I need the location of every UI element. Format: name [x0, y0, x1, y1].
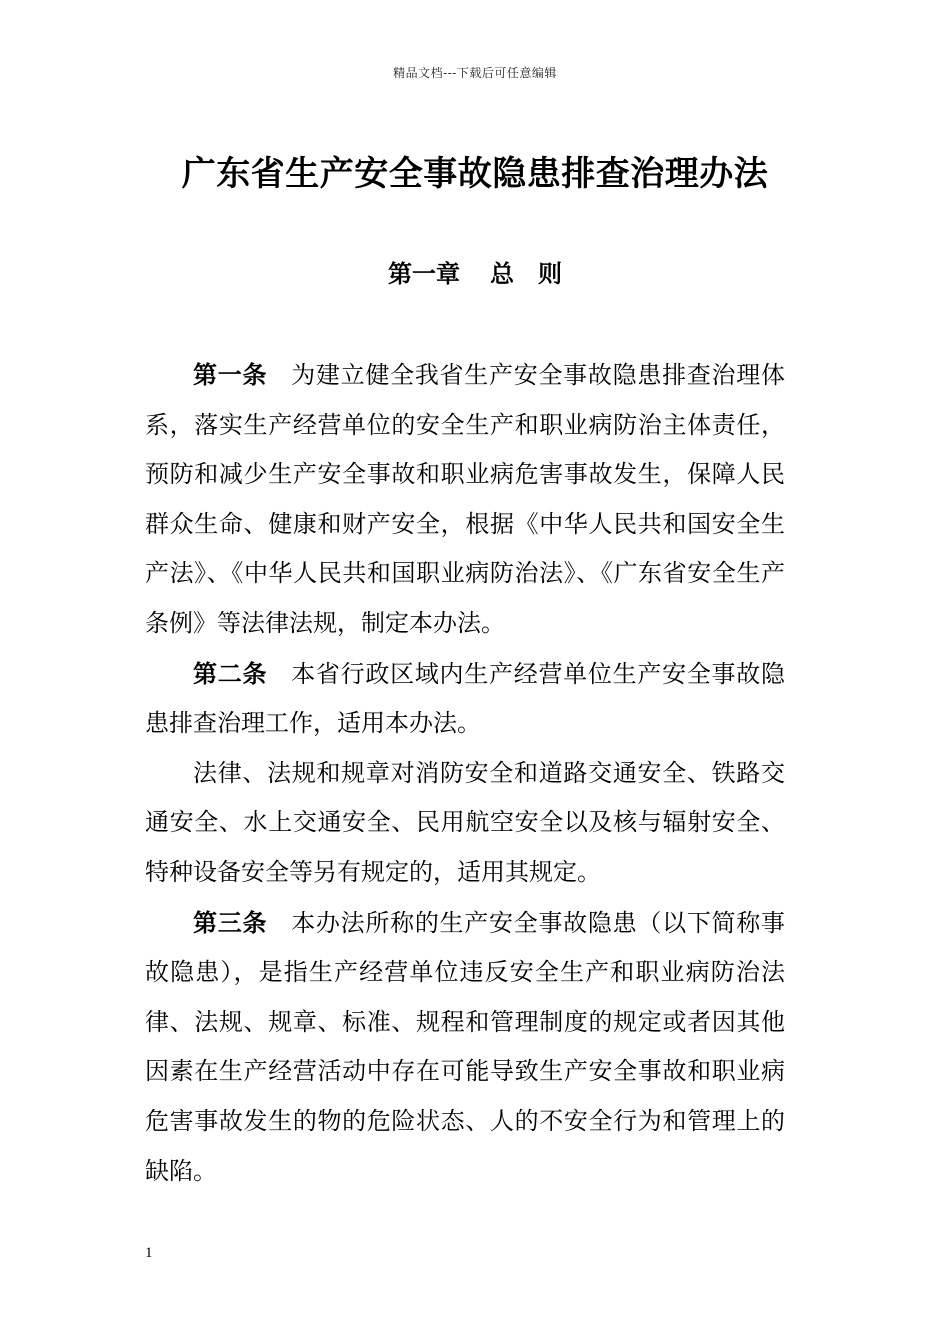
article-text: 本省行政区域内生产经营单位生产安全事故隐患排查治理工作，适用本办法。	[145, 659, 786, 738]
chapter-name: 总 则	[490, 259, 562, 288]
article-text: 本办法所称的生产安全事故隐患（以下简称事故隐患），是指生产经营单位违反安全生产和职业病防治法律、法规、规章、标准、规程和管理制度的规定或者因其他因素在生产经营活动中存在可能导致生产安全事故和职业病危害事故发生的物的危险状态、人的不安全行为和管理上的缺陷。	[145, 908, 786, 1185]
article-text: 为建立健全我省生产安全事故隐患排查治理体系，落实生产经营单位的安全生产和职业病防治主体责任，预防和减少生产安全事故和职业病危害事故发生，保障人民群众生命、健康和财产安全，根据《中华人民共和国安全生产法》、《中华人民共和国职业病防治法》、《广东省安全生产条例》等法律法规，制定本办法。	[145, 361, 786, 637]
document-body	[145, 350, 785, 1196]
article-1-paragraph	[145, 350, 785, 649]
article-2-paragraph	[145, 649, 785, 749]
article-number: 第二条	[193, 658, 268, 688]
article-number: 第一条	[193, 360, 268, 389]
page-header-note: 精品文档---下载后可任意编辑	[393, 66, 557, 80]
document-title: 广东省生产安全事故隐患排查治理办法	[181, 154, 769, 194]
chapter-number: 第一章	[388, 259, 460, 288]
chapter-heading	[0, 252, 950, 296]
article-3-paragraph	[145, 898, 785, 1197]
article-number: 第三条	[193, 907, 268, 937]
article-2-sub-paragraph	[145, 749, 785, 898]
page-number: 1	[145, 1245, 153, 1261]
paragraph-text: 法律、法规和规章对消防安全和道路交通安全、铁路交通安全、水上交通安全、民用航空安全以及核与辐射安全、特种设备安全等另有规定的，适用其规定。	[145, 758, 785, 886]
